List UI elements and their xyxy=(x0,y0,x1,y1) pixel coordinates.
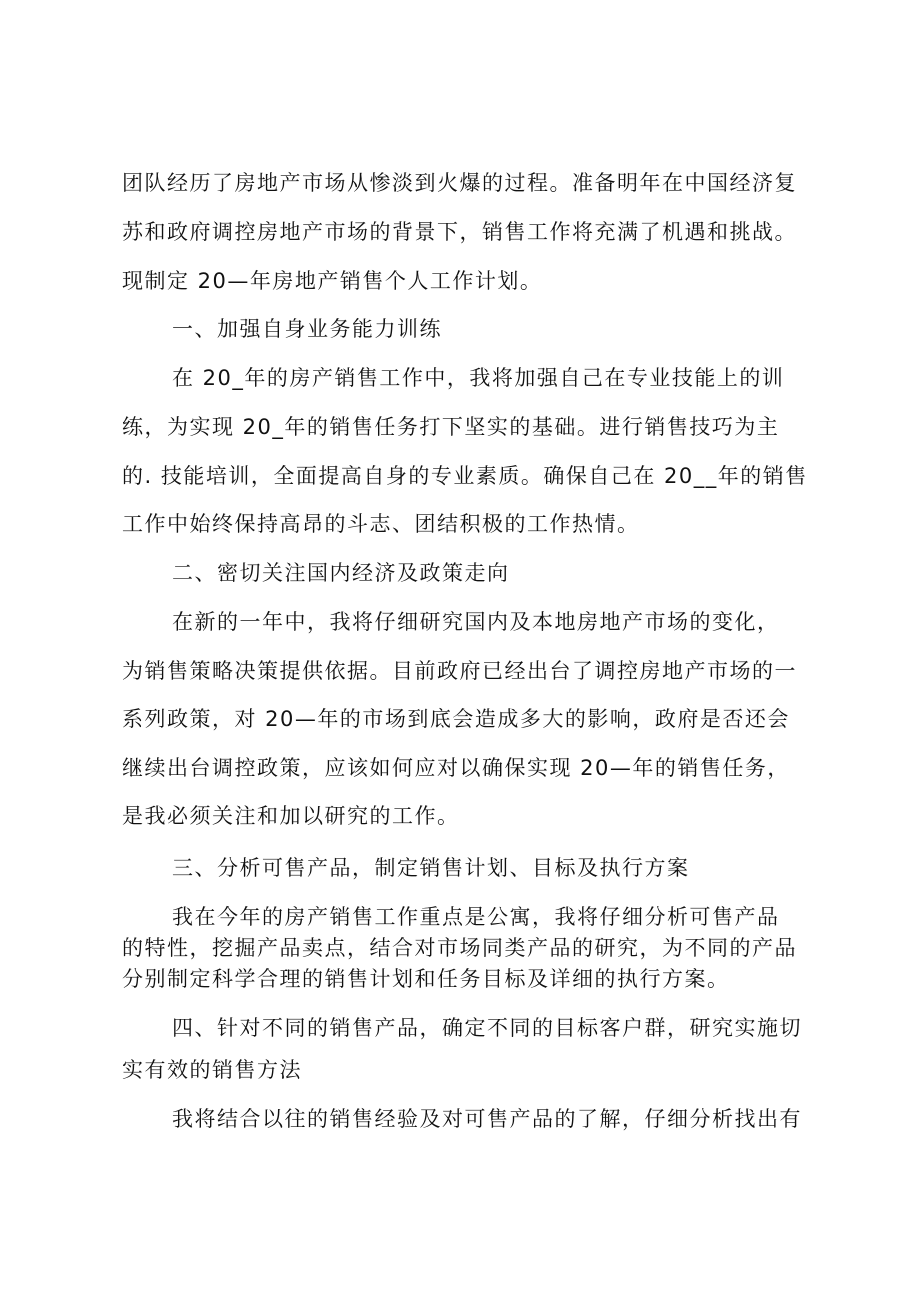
body-text-line: 团队经历了房地产市场从惨淡到火爆的过程。准备明年在中国经济复 xyxy=(122,171,797,195)
section-heading-4-continued: 实有效的销售方法 xyxy=(122,1058,302,1082)
section-heading-3: 三、分析可售产品，制定销售计划、目标及执行方案 xyxy=(172,856,690,880)
body-text-line: 为销售策略决策提供依据。目前政府已经出台了调控房地产市场的一 xyxy=(122,659,797,683)
section-heading-4: 四、针对不同的销售产品，确定不同的目标客户群，研究实施切 xyxy=(172,1016,802,1040)
body-text-line: 的特性，挖掘产品卖点，结合对市场同类产品的研究，为不同的产品 xyxy=(122,936,797,960)
body-text-line: 继续出台调控政策，应该如何应对以确保实现 20—年的销售任务， xyxy=(122,756,790,780)
body-text-line: 练，为实现 20_年的销售任务打下坚实的基础。进行销售技巧为主 xyxy=(122,415,780,439)
body-text-line: 是我必须关注和加以研究的工作。 xyxy=(122,804,460,828)
body-text-line: 现制定 20—年房地产销售个人工作计划。 xyxy=(122,269,543,293)
body-text-line: 在新的一年中，我将仔细研究国内及本地房地产市场的变化， xyxy=(172,610,780,634)
section-heading-1: 一、加强自身业务能力训练 xyxy=(172,317,442,341)
section-heading-2: 二、密切关注国内经济及政策走向 xyxy=(172,561,510,585)
body-text-line: 系列政策，对 20—年的市场到底会造成多大的影响，政府是否还会 xyxy=(122,707,790,731)
body-text-line: 苏和政府调控房地产市场的背景下，销售工作将充满了机遇和挑战。 xyxy=(122,220,797,244)
body-text-line: 工作中始终保持高昂的斗志、团结积极的工作热情。 xyxy=(122,512,640,536)
body-text-line: 在 20_年的房产销售工作中，我将加强自己在专业技能上的训 xyxy=(172,366,785,390)
body-text-line: 分别制定科学合理的销售计划和任务目标及详细的执行方案。 xyxy=(122,967,730,991)
body-text-line: 的. 技能培训，全面提高自身的专业素质。确保自己在 20__年的销售 xyxy=(122,464,808,488)
body-text-line: 我在今年的房产销售工作重点是公寓，我将仔细分析可售产品 xyxy=(172,905,780,929)
body-text-line: 我将结合以往的销售经验及对可售产品的了解，仔细分析找出有 xyxy=(172,1107,802,1131)
